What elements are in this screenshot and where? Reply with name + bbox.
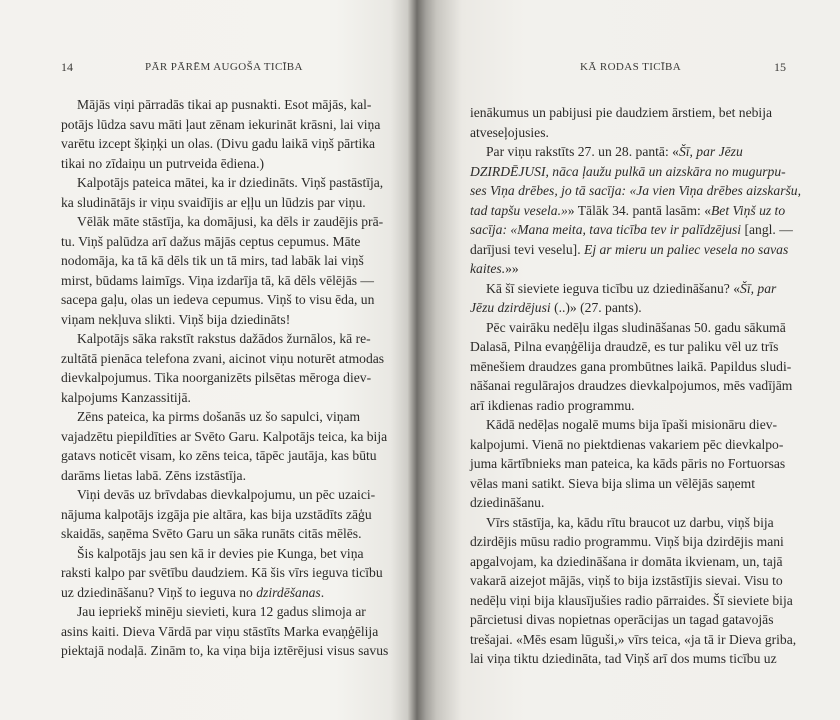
line-text-after: [angl. —	[741, 222, 793, 237]
line-text: uz dziedināšanu? Viņš to ieguva no	[61, 584, 257, 600]
line-text: nāšanai regulārajos draudzes dievkalpojumos, mēs vadījām	[470, 378, 793, 393]
text-line	[61, 602, 401, 622]
text-line	[61, 95, 401, 115]
text-line	[470, 142, 820, 162]
left-running-head: PĀR PĀRĒM AUGOŠA TICĪBA	[145, 61, 303, 73]
left-body-text	[61, 95, 401, 661]
line-text: nodomāja, ka tā kā dēls tik un tā mirs, tad labāk lai viņš	[61, 253, 364, 268]
line-text: asins kaiti. Dieva Vārdā par viņu stāstīts Marka evaņģēlija	[61, 623, 379, 639]
line-italic: kaites.	[470, 261, 506, 276]
line-text: pārcietusi divas nopietnas operācijas un tagad gatavojās	[470, 612, 774, 627]
line-text: Par viņu rakstīts 27. un 28. pantā: «	[486, 144, 679, 159]
text-line	[470, 259, 820, 279]
line-text: vajadzētu piepildīties ar Svēto Garu. Kalpotājs teica, ka bija	[61, 428, 388, 444]
text-line	[470, 240, 820, 260]
line-text: Jau iepriekš minēju sievieti, kura 12 gadus slimoja ar	[77, 604, 366, 619]
right-running-head: KĀ RODAS TICĪBA	[580, 61, 682, 73]
text-line	[61, 641, 401, 661]
text-line	[61, 134, 401, 154]
text-line	[61, 485, 401, 505]
right-body-text	[470, 103, 820, 669]
line-italic: Šī, par Jēzu	[678, 144, 743, 159]
line-text: vēlas mani satikt. Sieva bija slima un vēlējās saņemt	[470, 475, 756, 491]
line-text: mēnešiem draudzes gana prombūtnes laikā. Papildus sludi-	[470, 358, 792, 374]
text-line	[470, 201, 820, 221]
text-line	[470, 493, 820, 513]
text-line	[61, 329, 401, 349]
text-line	[61, 310, 401, 330]
line-text: lai viņa tiktu dziedināta, tad Viņš arī dos mums ticību uz	[470, 651, 777, 666]
text-line	[61, 193, 401, 213]
line-text: varētu izcept šķiņķi un olas. (Divu gadu laikā viņš pārtika	[61, 136, 376, 151]
line-text: nājuma kalpotājs izgāja pie altāra, kas bija uzstādīts zāģu	[61, 506, 372, 522]
text-line	[470, 610, 820, 630]
text-line	[470, 103, 820, 123]
text-line	[470, 571, 820, 591]
text-line	[470, 454, 820, 474]
line-text: darījusi tevi veselu].	[470, 241, 585, 257]
book-gutter	[408, 0, 426, 720]
line-text: juma kārtībnieks man pateica, ka kāds pāris no Fortuorsas	[470, 456, 786, 471]
text-line	[61, 212, 401, 232]
line-text: viņam nekļuva slikti. Viņš bija dziedināts!	[61, 311, 291, 327]
text-line	[61, 407, 401, 427]
text-line	[470, 318, 820, 338]
line-italic: tad tapšu vesela.»	[470, 202, 568, 218]
line-text: Mājās viņi pārradās tikai ap pusnakti. Esot mājās, kal-	[77, 97, 372, 112]
text-line	[470, 357, 820, 377]
line-text-after: »»	[505, 261, 519, 276]
text-line	[470, 415, 820, 435]
line-text: Pēc vairāku nedēļu ilgas sludināšanas 50. gadu sākumā	[486, 319, 786, 335]
line-text: Kalpotājs sāka rakstīt rakstus dažādos žurnālos, kā re-	[77, 331, 371, 346]
line-text: apgalvojam, ka dziedināšana ir domāta ikvienam, un, tajā	[470, 553, 783, 569]
line-text: Kādā nedēļas nogalē mums bija īpaši misionāru diev-	[486, 417, 778, 432]
text-line	[61, 583, 401, 603]
left-page-number: 14	[61, 60, 73, 74]
line-italic: Ej ar mieru un paliec vesela no savas	[584, 241, 789, 257]
line-text: Vēlāk māte stāstīja, ka domājusi, ka dēls ir zaudējis prā-	[77, 214, 384, 229]
text-line	[470, 532, 820, 552]
line-text: piektajā nodaļā. Zinām to, ka viņa bija iztērējusi visus savus	[61, 643, 389, 658]
line-text: vakarā aizejot mājās, viņš to bija izstāstījis sievai. Visu to	[470, 573, 783, 588]
line-italic-2: Bet Viņš uz to	[711, 202, 786, 218]
line-text: darāms lietas labā. Zēns izstāstīja.	[61, 467, 246, 483]
text-line	[61, 427, 401, 447]
line-italic: DZIRDĒJUSI, nāca ļaužu pulkā un aizskāra no mugurpu-	[470, 163, 786, 179]
line-text-after: .	[320, 584, 325, 600]
text-line	[470, 649, 820, 669]
line-text: gatavs noticēt visam, ko zēns teica, tāpēc jautāja, kas būtu	[61, 448, 377, 463]
line-text: kalpojumi. Vienā no piektdienas vakariem pēc dievkalpo-	[470, 436, 784, 452]
text-line	[61, 173, 401, 193]
line-text: raksti kalpo par svētību daudziem. Kā šis vīrs ieguva ticību	[61, 565, 383, 580]
text-line	[61, 349, 401, 369]
line-italic: ses Viņa drēbes, jo tā sacīja: «Ja vien Viņa drēbes aizskaršu,	[470, 183, 801, 198]
text-line	[470, 337, 820, 357]
line-text: Zēns pateica, ka pirms došanās uz šo sapulci, viņam	[77, 409, 361, 424]
text-line	[61, 251, 401, 271]
line-text-after: (..)» (27. pants).	[550, 300, 642, 315]
text-line	[470, 181, 820, 201]
line-text: arī ikdienas radio programmu.	[470, 397, 635, 413]
text-line	[470, 435, 820, 455]
line-text: zultātā pienāca telefona zvani, aicinot viņu noturēt atmodas	[61, 350, 385, 366]
line-text: mirst, būdams laimīgs. Viņa izdarīja tā, kā dēls vēlējās —	[61, 272, 375, 288]
text-line	[61, 368, 401, 388]
text-line	[61, 563, 401, 583]
text-line	[470, 552, 820, 572]
text-line	[470, 279, 820, 299]
line-italic: sacīja: «Mana meita, tava ticība tev ir palīdzējusi	[470, 222, 742, 237]
line-italic: Šī, par	[740, 280, 777, 296]
text-line	[61, 388, 401, 408]
text-line	[470, 162, 820, 182]
text-line	[470, 123, 820, 143]
text-line	[470, 474, 820, 494]
line-text: nedēļu viņi bija klausījušies radio pārraides. Šī sieviete bija	[470, 592, 793, 608]
text-line	[470, 220, 820, 240]
line-text: Kalpotājs pateica mātei, ka ir dziedināts. Viņš pastāstīja,	[77, 175, 384, 190]
line-italic: dzirdēšanas	[256, 584, 321, 600]
text-line	[61, 446, 401, 466]
text-line	[61, 505, 401, 525]
line-text: Kā šī sieviete ieguva ticību uz dziedināšanu? «	[486, 280, 741, 296]
line-text: kalpojums Kanzassitijā.	[61, 389, 191, 405]
line-text: Šis kalpotājs jau sen kā ir devies pie Kunga, bet viņa	[77, 545, 364, 561]
text-line	[61, 290, 401, 310]
text-line	[470, 630, 820, 650]
line-text: trešajai. «Mēs esam lūguši,» vīrs teica, «ja tā ir Dieva griba,	[470, 631, 797, 647]
text-line	[61, 544, 401, 564]
line-text: tu. Viņš palūdza arī dažus mājās ceptus cepumus. Māte	[61, 233, 361, 249]
line-text: tikai no zīdaiņu un putrveida ēdiena.)	[61, 155, 265, 171]
line-text: potājs lūdza savu māti ļaut zēnam iekurināt krāsni, lai viņa	[61, 116, 381, 132]
line-text: dzirdējis mūsu radio programmu. Viņš bija dzirdējis mani	[470, 534, 784, 549]
text-line	[61, 271, 401, 291]
text-line	[470, 396, 820, 416]
line-text: skaidās, saņēma Svēto Garu un sāka runāts citās mēlēs.	[61, 526, 362, 541]
text-line	[61, 232, 401, 252]
text-line	[470, 513, 820, 533]
right-page-number: 15	[774, 60, 786, 74]
line-text: atveseļojusies.	[470, 124, 549, 140]
line-text-after: » Tālāk 34. pantā lasām: «	[567, 202, 711, 218]
line-text: dievkalpojumus. Tika noorganizēts pilsētas mēroga diev-	[61, 370, 372, 385]
text-line	[470, 591, 820, 611]
text-line	[61, 622, 401, 642]
text-line	[61, 524, 401, 544]
text-line	[61, 115, 401, 135]
line-text: Vīrs stāstīja, ka, kādu rītu braucot uz darbu, viņš bija	[486, 514, 774, 530]
line-italic: Jēzu dzirdējusi	[470, 300, 551, 315]
text-line	[470, 298, 820, 318]
text-line	[61, 466, 401, 486]
text-line	[470, 376, 820, 396]
line-text: dziedināšanu.	[470, 495, 545, 510]
right-page	[420, 0, 840, 720]
line-text: Viņi devās uz brīvdabas dievkalpojumu, un pēc uzaici-	[77, 487, 376, 502]
line-text: ienākumus un pabijusi pie daudziem ārstiem, bet nebija	[470, 105, 773, 120]
line-text: ka sludinātājs ir viņu svaidījis ar eļļu un lūdzis par viņu.	[61, 194, 366, 210]
line-text: Dalasā, Pilna evaņģēlija draudzē, es tur paliku vēl uz trīs	[470, 339, 779, 354]
text-line	[61, 154, 401, 174]
line-text: sacepa gaļu, olas un iedeva cepumus. Viņš to visu ēda, un	[61, 292, 375, 307]
